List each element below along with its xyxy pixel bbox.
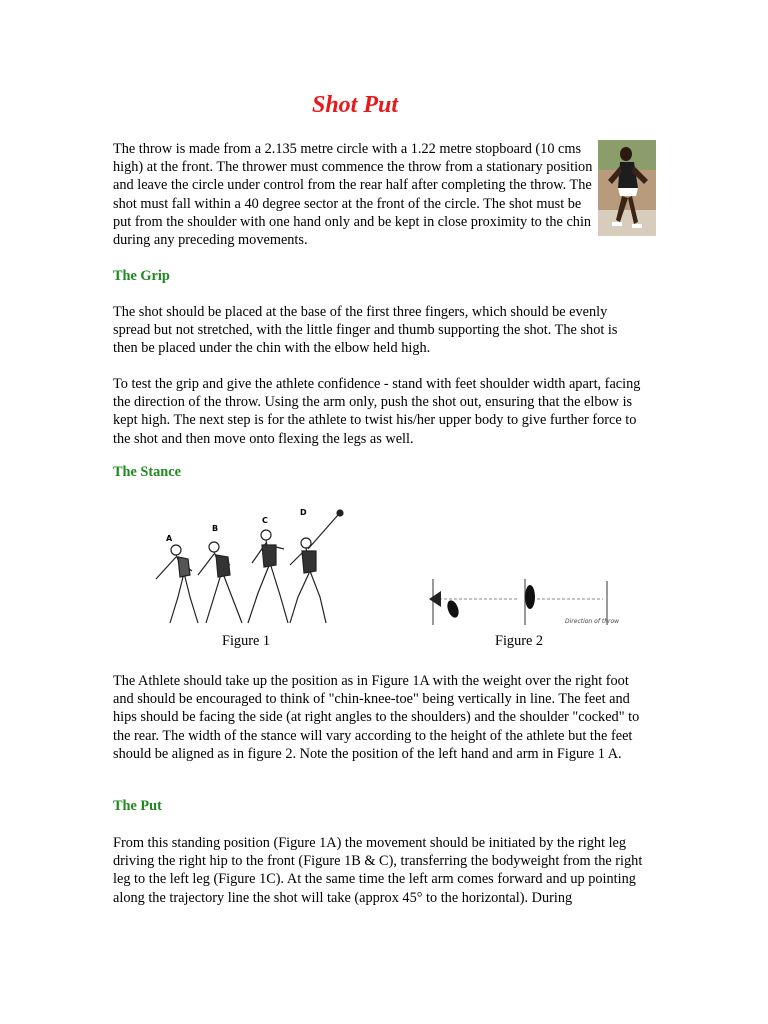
stance-heading: The Stance [113,464,181,480]
figure-1-letter-b: B [212,524,219,533]
intro-paragraph: The throw is made from a 2.135 metre circle with a 1.22 metre stopboard (10 cms high) at the front. The thrower must commence the throw from a stationary position and leave the circle under control from the rear half after completing the throw. The shot must fall within a 40 degree sector at the front of the circle. The shot must be put from the shoulder with one hand only and be kept in close proximity to the chin during any preceding movements. [113,141,593,249]
figure-1-caption: Figure 1 [222,633,271,649]
stance-paragraph: The Athlete should take up the position as in Figure 1A with the weight over the right foot and should be encouraged to think of "chin-knee-toe" being vertically in line. The feet and hips should be facing the side (at right angles to the shoulders) and the shoulder "cocked" to the rear. The width of the stance will vary according to the height of the athlete but the feet should be aligned as in figure 2. Note the position of the left hand and arm in Figure 1 A. [113,673,640,762]
figure-2-caption: Figure 2 [495,633,544,649]
athlete-photo [598,140,656,236]
grip-paragraph-1: The shot should be placed at the base of the first three fingers, which should be evenly spread but not stretched, with the little finger and thumb supporting the shot. The shot is then be placed under the chin with the elbow held high. [113,304,618,357]
figure-1-letter-a: A [166,534,173,543]
figure-2-direction-label: Direction of throw [565,618,620,625]
put-paragraph: From this standing position (Figure 1A) the movement should be initiated by the right leg driving the right hip to the front (Figure 1B & C), transferring the bodyweight from the right leg to the left leg (Figure 1C). At the same time the left arm comes forward and up pointing along the trajectory line the shot will take (approx 45° to the horizontal). During [113,835,643,906]
put-heading: The Put [113,798,162,814]
figure-1-stance-sequence [148,505,358,630]
figure-1-letter-c: C [262,516,268,525]
grip-heading: The Grip [113,268,170,284]
grip-paragraph-2: To test the grip and give the athlete confidence - stand with feet shoulder width apart, facing the direction of the throw. Using the arm only, push the shot out, ensuring that the elbow is kept high. The next step is for the athlete to twist his/her upper body to give further force to the shot and then move onto flexing the legs as well. [113,376,641,447]
figure-1-letter-d: D [300,508,307,517]
page-title: Shot Put [311,92,399,118]
figure-2-foot-alignment [425,575,627,635]
